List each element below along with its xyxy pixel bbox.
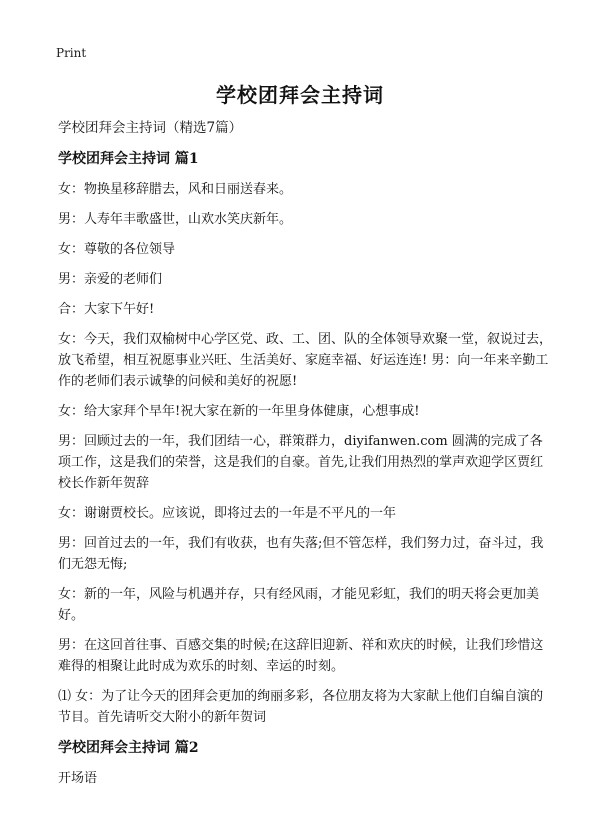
paragraph: 女：给大家拜个早年!祝大家在新的一年里身体健康，心想事成! [58,404,420,419]
section-2-title: 学校团拜会主持词 篇2 [58,740,199,756]
section-1-title: 学校团拜会主持词 篇1 [58,151,199,167]
paragraph: 女：今天，我们双榆树中心学区党、政、工、团、队的全体领导欢聚一堂，叙说过去，放飞希望，相互祝愿事业兴旺、生活美好、家庭幸福、好运连连! 男：向一年来辛勤工作的老师们表示诚挚的问候和美好的祝愿! [58,332,553,389]
print-label[interactable]: Print [56,46,87,60]
paragraph: 开场语 [58,771,98,786]
paragraph: 女：新的一年，风险与机遇并存，只有经风雨，才能见彩虹，我们的明天将会更加美好。 [58,587,540,623]
paragraph: 合：大家下午好! [58,302,155,317]
document-subtitle: 学校团拜会主持词（精选7篇） [58,120,243,136]
paragraph: 女：尊敬的各位领导 [58,242,176,257]
paragraph: 女：物换星移辞腊去，风和日丽送春来。 [58,182,293,197]
paragraph: 男：在这回首往事、百感交集的时候;在这辞旧迎新、祥和欢庆的时候，让我们珍惜这难得的相聚让此时成为欢乐的时刻、幸运的时刻。 [58,638,544,674]
paragraph: 男：回首过去的一年，我们有收获，也有失落;但不管怎样，我们努力过，奋斗过，我们无怨无悔; [58,536,544,572]
paragraph: 男：亲爱的老师们 [58,272,163,287]
paragraph: 男：人寿年丰歌盛世，山欢水笑庆新年。 [58,212,293,227]
document-title: 学校团拜会主持词 [216,83,384,107]
paragraph: 男：回顾过去的一年，我们团结一心，群策群力，diyifanwen.com 圆满的完成了各项工作，这是我们的荣誉，这是我们的自豪。首先,让我们用热烈的掌声欢迎学区贾红校长作新年贺辞 [58,434,544,491]
document-body [58,118,552,798]
paragraph: ⑴ 女：为了让今天的团拜会更加的绚丽多彩，各位朋友将为大家献上他们自编自演的节目。首先请听交大附小的新年贺词 [58,689,544,725]
paragraph: 女：谢谢贾校长。应该说，即将过去的一年是不平凡的一年 [58,506,397,521]
